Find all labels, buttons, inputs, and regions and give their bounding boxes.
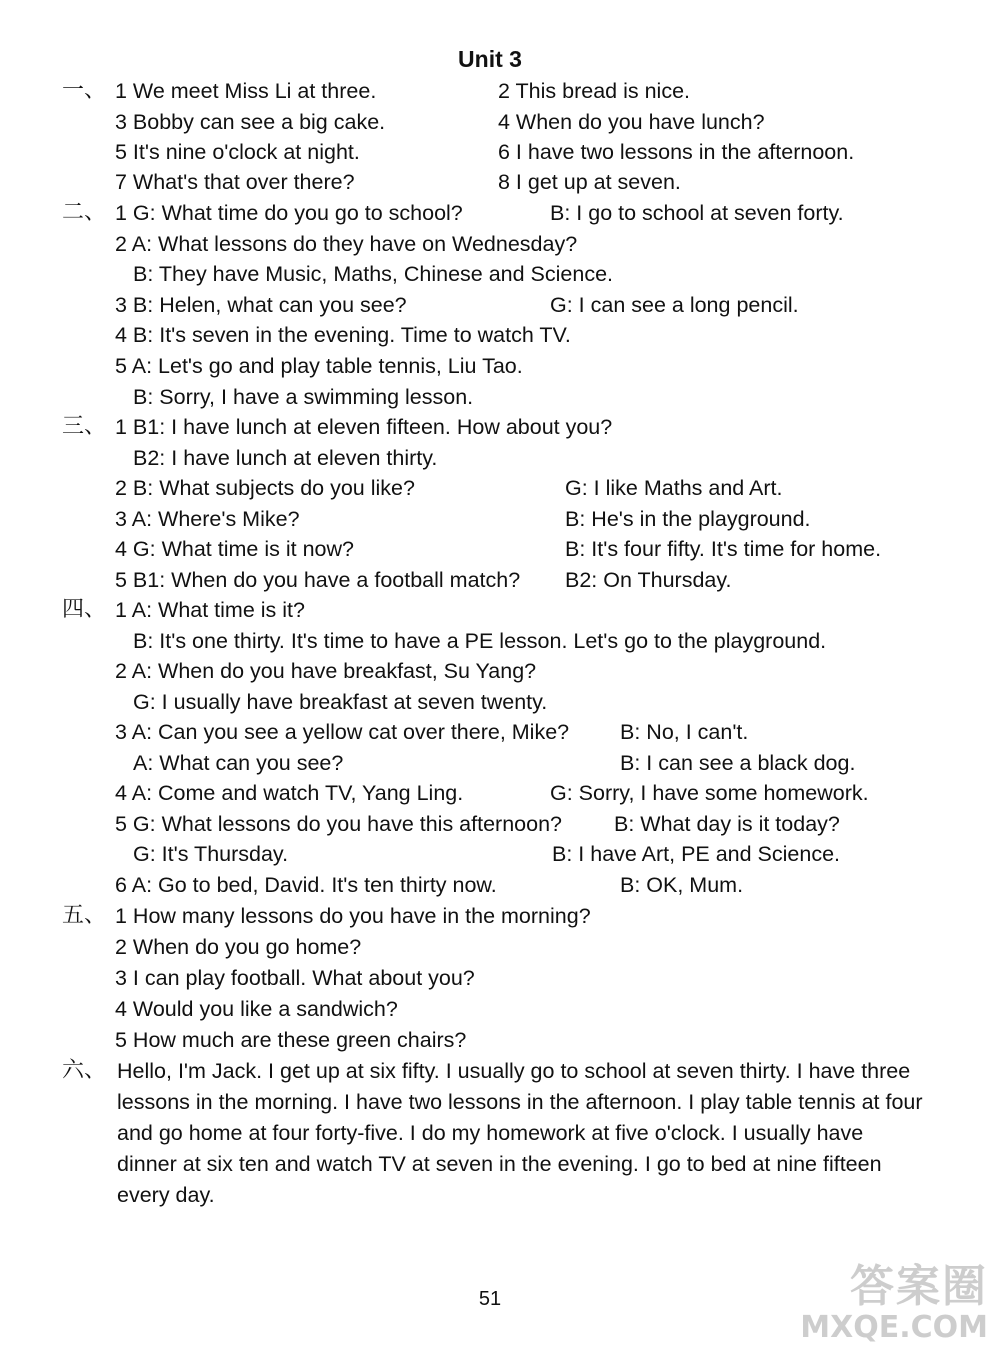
answer-line: 4 B: It's seven in the evening. Time to watch TV.: [115, 323, 571, 347]
section-3-number: 三、: [62, 414, 107, 439]
watermark-logo: 答案圈: [850, 1261, 988, 1312]
answer-line: 2 A: When do you have breakfast, Su Yang?: [115, 659, 537, 683]
answer-line: 2 B: What subjects do you like?: [115, 476, 415, 500]
answer-line: B: What day is it today?: [614, 812, 840, 836]
answer-line: 3 I can play football. What about you?: [115, 966, 475, 990]
watermark-url: MXQE.COM: [800, 1310, 988, 1345]
answer-line: B: I can see a black dog.: [620, 751, 856, 775]
answer-line: B2: I have lunch at eleven thirty.: [133, 446, 438, 470]
section-4-number: 四、: [62, 597, 107, 622]
answer-line: 2 When do you go home?: [115, 935, 362, 959]
answer-line: G: Sorry, I have some homework.: [550, 781, 869, 805]
page-title: Unit 3: [458, 46, 522, 72]
answer-line: G: I can see a long pencil.: [550, 293, 799, 317]
answer-line: 7 What's that over there?: [115, 170, 355, 194]
page-number: 51: [478, 1288, 502, 1310]
answer-line: G: I like Maths and Art.: [565, 476, 783, 500]
section-2-number: 二、: [62, 200, 107, 225]
answer-line: B: He's in the playground.: [565, 507, 811, 531]
answer-line: 3 A: Where's Mike?: [115, 507, 300, 531]
answer-line: 4 Would you like a sandwich?: [115, 997, 398, 1021]
answer-line: B: No, I can't.: [620, 720, 749, 744]
answer-line: G: It's Thursday.: [133, 842, 289, 866]
answer-line: 8 I get up at seven.: [498, 170, 681, 194]
watermark: [793, 1250, 988, 1345]
answer-line: 6 A: Go to bed, David. It's ten thirty now.: [115, 873, 497, 897]
answer-line: 3 B: Helen, what can you see?: [115, 293, 407, 317]
answer-line: B: It's four fifty. It's time for home.: [565, 537, 882, 561]
answer-line: 4 A: Come and watch TV, Yang Ling.: [115, 781, 464, 805]
answer-line: 5 G: What lessons do you have this afternoon?: [115, 812, 562, 836]
answer-line: B: Sorry, I have a swimming lesson.: [133, 385, 474, 409]
answer-line: 4 When do you have lunch?: [498, 110, 765, 134]
answer-line: 6 I have two lessons in the afternoon.: [498, 140, 855, 164]
answer-line: 3 A: Can you see a yellow cat over there, Mike?: [115, 720, 570, 744]
section-1-number: 一、: [62, 78, 107, 103]
answer-line: A: What can you see?: [133, 751, 344, 775]
answer-line: 1 G: What time do you go to school?: [115, 201, 463, 225]
answer-line: 3 Bobby can see a big cake.: [115, 110, 386, 134]
answer-line: 1 We meet Miss Li at three.: [115, 79, 377, 103]
answer-line: 5 It's nine o'clock at night.: [115, 140, 360, 164]
answer-line: B: They have Music, Maths, Chinese and Science.: [133, 262, 614, 286]
answer-line: B: It's one thirty. It's time to have a PE lesson. Let's go to the playground.: [133, 629, 827, 653]
answer-line: B: I go to school at seven forty.: [550, 201, 844, 225]
answer-line: 1 B1: I have lunch at eleven fifteen. How about you?: [115, 415, 613, 439]
answer-line: 5 How much are these green chairs?: [115, 1028, 467, 1052]
answer-line: B: OK, Mum.: [620, 873, 744, 897]
answer-line: 5 B1: When do you have a football match?: [115, 568, 521, 592]
answer-line: B2: On Thursday.: [565, 568, 732, 592]
answer-line: 5 A: Let's go and play table tennis, Liu Tao.: [115, 354, 523, 378]
answer-line: G: I usually have breakfast at seven twenty.: [133, 690, 548, 714]
section-6-number: 六、: [62, 1058, 107, 1083]
answer-line: 2 A: What lessons do they have on Wednesday?: [115, 232, 578, 256]
answer-line: 4 G: What time is it now?: [115, 537, 354, 561]
answer-paragraph: Hello, I'm Jack. I get up at six fifty. I usually go to school at seven thirty. I have three lessons in the morning. I have two lessons in the afternoon. I play table tennis at four and go home at four forty-five. I do my homework at five o'clock. I usually have dinner at six ten and watch TV at seven in the evening. I go to bed at nine fifteen every day.: [117, 1059, 923, 1207]
answer-line: B: I have Art, PE and Science.: [552, 842, 841, 866]
section-5-number: 五、: [62, 903, 107, 928]
answer-line: 2 This bread is nice.: [498, 79, 691, 103]
answer-line: 1 How many lessons do you have in the morning?: [115, 904, 591, 928]
answer-line: 1 A: What time is it?: [115, 598, 305, 622]
